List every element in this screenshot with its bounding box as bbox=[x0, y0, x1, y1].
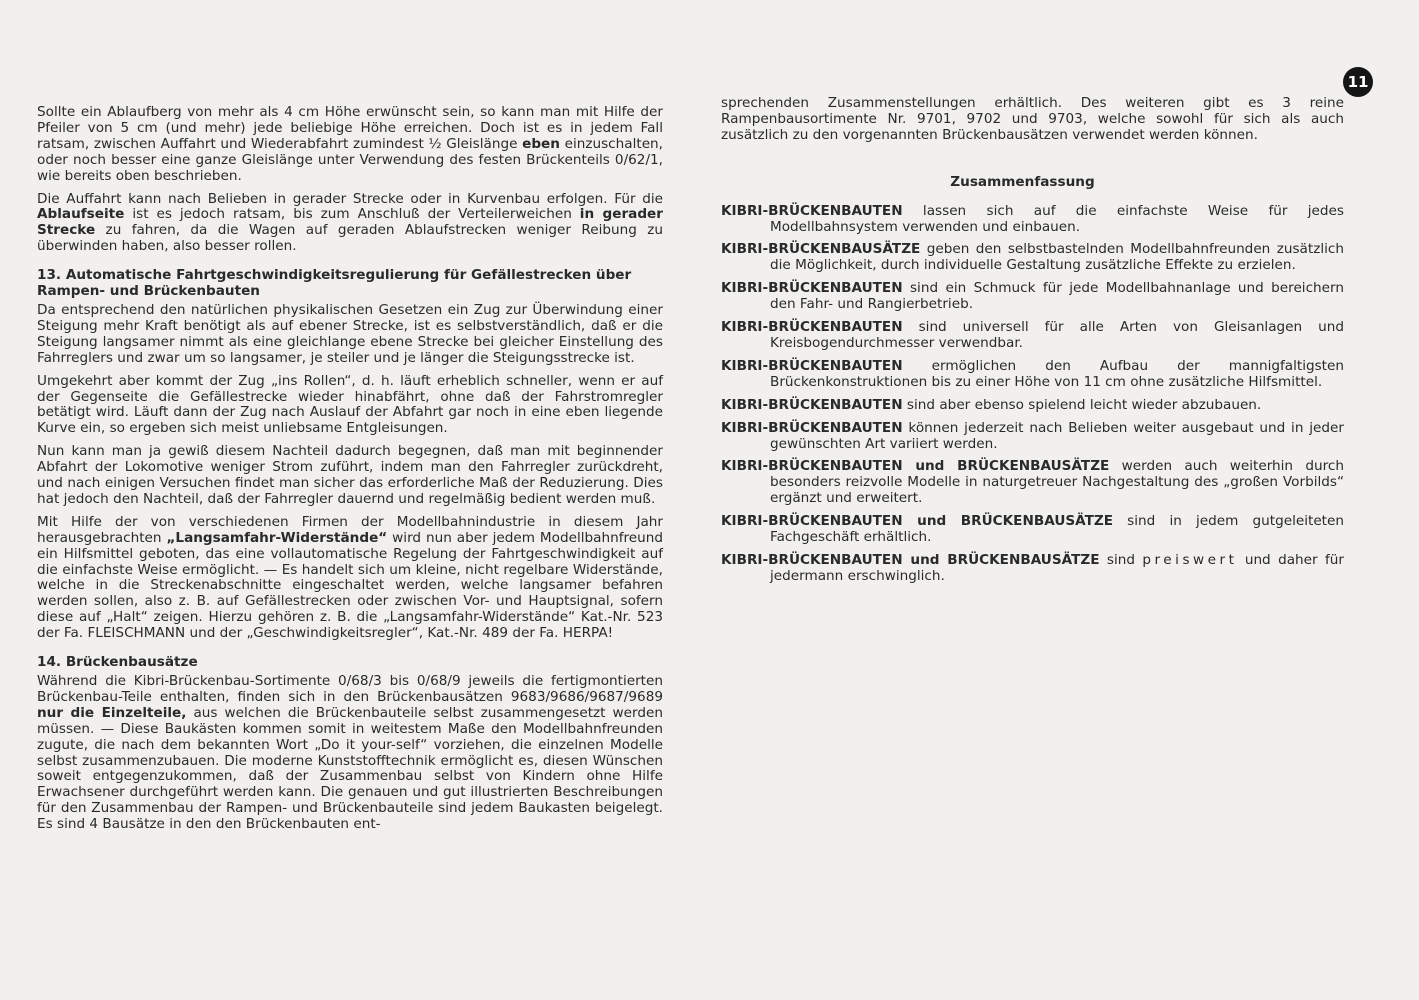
summary-item: KIBRI-BRÜCKENBAUTEN ermöglichen den Aufbau der mannigfaltigsten Brückenkonstruktionen bis zu einer Höhe von 11 cm ohne zusätzliche Hilfsmittel. bbox=[721, 357, 1344, 390]
summary-item: KIBRI-BRÜCKENBAUTEN können jederzeit nach Belieben weiter ausgebaut und in jeder gewünschten Art variiert werden. bbox=[721, 419, 1344, 452]
summary-heading: Zusammenfassung bbox=[950, 173, 1095, 190]
summary-list bbox=[721, 204, 1344, 585]
paragraph-widerstaende: Mit Hilfe der von verschiedenen Firmen der Modellbahnindustrie in diesem Jahr herausgebrachten „Langsamfahr-Widerstände“ wird nun aber jedem Modellbahnfreund ein Hilfsmittel geboten, das eine vollautomatische Regelung der Fahrtgeschwindigkeit auf die einfachste Weise ermöglicht. — Es handelt sich um kleine, nicht regelbare Widerstände, welche in die Streckenabschnitte eingeschaltet werden, welche langsamer befahren werden sollen, also z. B. auf Gefällestrecken oder zwischen Vor- und Hauptsignal, sofern diese auf „Halt“ zeigen. Hierzu gehören z. B. die „Langsamfahr-Widerstände“ Kat.-Nr. 523 der Fa. FLEISCHMANN und der „Geschwindigkeitsregler“, Kat.-Nr. 489 der Fa. HERPA! bbox=[37, 513, 663, 642]
summary-item: KIBRI-BRÜCKENBAUSÄTZE geben den selbstbastelnden Modellbahnfreunden zusätzlich die Möglichkeit, durch individuelle Gestaltung zusätzliche Effekte zu erzielen. bbox=[721, 241, 1344, 274]
paragraph-ablaufberg: Sollte ein Ablaufberg von mehr als 4 cm Höhe erwünscht sein, so kann man mit Hilfe der Pfeiler von 5 cm (und mehr) jede beliebige Höhe erreichen. Doch ist es in jedem Fall ratsam, zwischen Auffahrt und Wiederabfahrt zumindest ½ Gleislänge eben einzuschalten, oder noch besser eine ganze Gleislänge unter Verwendung des festen Brückenteils 0/62/1, wie bereits oben beschrieben. bbox=[37, 104, 663, 184]
section-heading-14: 14. Brückenbausätze bbox=[37, 654, 198, 671]
summary-item: KIBRI-BRÜCKENBAUTEN und BRÜCKENBAUSÄTZE werden auch weiterhin durch besonders reizvolle Modelle in naturgetreuer Nachgestaltung des „großen Vorbilds“ ergänzt und erweitert. bbox=[721, 458, 1344, 507]
summary-item: KIBRI-BRÜCKENBAUTEN und BRÜCKENBAUSÄTZE sind in jedem gutgeleiteten Fachgeschäft erhältlich. bbox=[721, 513, 1344, 546]
paragraph-continuation: sprechenden Zusammenstellungen erhältlich. Des weiteren gibt es 3 reine Rampenbausortimente Nr. 9701, 9702 und 9703, welche sowohl für sich als auch zusätzlich zu den vorgenannten Brückenbausätzen verwendet werden können. bbox=[721, 95, 1344, 143]
summary-item: KIBRI-BRÜCKENBAUTEN sind aber ebenso spielend leicht wieder abzubauen. bbox=[721, 396, 1262, 413]
paragraph-auffahrt: Die Auffahrt kann nach Belieben in gerader Strecke oder in Kurvenbau erfolgen. Für die Ablaufseite ist es jedoch ratsam, bis zum Anschluß der Verteilerweichen in gerader Strecke zu fahren, da die Wagen auf geraden Ablaufstrecken weniger Reibung zu überwinden haben, also besser rollen. bbox=[37, 190, 663, 255]
summary-item: KIBRI-BRÜCKENBAUTEN sind ein Schmuck für jede Modellbahnanlage und bereichern den Fahr- und Rangierbetrieb. bbox=[721, 280, 1344, 313]
paragraph-nachteil: Nun kann man ja gewiß diesem Nachteil dadurch begegnen, daß man mit beginnender Abfahrt der Lokomotive weniger Strom zuführt, indem man den Fahrregler zurückdreht, und nach einigen Versuchen findet man sicher das erforderliche Maß der Reduzierung. Dies hat jedoch den Nachteil, daß der Fahrregler dauernd und regelmäßig bedient werden muß. bbox=[37, 443, 663, 507]
left-column bbox=[37, 105, 663, 840]
summary-item: KIBRI-BRÜCKENBAUTEN lassen sich auf die einfachste Weise für jedes Modellbahnsystem verwenden und einbauen. bbox=[721, 202, 1344, 235]
paragraph-steigung: Da entsprechend den natürlichen physikalischen Gesetzen ein Zug zur Überwindung einer Steigung mehr Kraft benötigt als auf ebener Strecke, ist es selbstverständlich, daß er die Steigung langsamer nimmt als eine gleichlange ebene Strecke bei gleicher Einstellung des Fahrreglers und zwar um so langsamer, je steiler und je länger die Steigungsstrecke ist. bbox=[37, 301, 663, 366]
paragraph-bausaetze: Während die Kibri-Brückenbau-Sortimente 0/68/3 bis 0/68/9 jeweils die fertigmontierten Brückenbau-Teile enthalten, finden sich in den Brückenbausätzen 9683/9686/9687/9689 nur die Einzelteile, aus welchen die Brückenbauteile selbst zusammengesetzt werden müssen. — Diese Baukästen kommen somit in weitestem Maße den Modellbahnfreunden zugute, die nach dem bekannten Wort „Do it your-self“ vorziehen, die einzelnen Modelle selbst zusammenzubauen. Die moderne Kunststofftechnik ermöglicht es, diesen Wünschen soweit entgegenzukommen, daß der Zusammenbau selbst von Kindern ohne Hilfe Erwachsener durchgeführt werden kann. Die genauen und gut illustrierten Beschreibungen für den Zusammenbau der Rampen- und Brückenbauteile sind jedem Baukasten beigelegt. Es sind 4 Bausätze in den den Brückenbauten ent- bbox=[37, 673, 663, 833]
paragraph-rollen: Umgekehrt aber kommt der Zug „ins Rollen“, d. h. läuft erheblich schneller, wenn er auf der Gegenseite die Gefällestrecke wieder hinabfährt, ohne daß der Fahrstromregler betätigt wird. Läuft dann der Zug nach Auslauf der Abfahrt gar noch in eine eben liegende Kurve ein, so ergeben sich meist unliebsame Entgleisungen. bbox=[37, 372, 663, 437]
summary-item: KIBRI-BRÜCKENBAUTEN sind universell für alle Arten von Gleisanlagen und Kreisbogendurchmesser verwendbar. bbox=[721, 319, 1344, 351]
section-heading-13: 13. Automatische Fahrtgeschwindigkeitsregulierung für Gefällestrecken über Rampen- und Brückenbauten bbox=[37, 267, 632, 300]
page-number-badge: 11 bbox=[1343, 67, 1373, 97]
summary-item: KIBRI-BRÜCKENBAUTEN und BRÜCKENBAUSÄTZE sind preiswert und daher für jedermann erschwinglich. bbox=[721, 551, 1344, 584]
right-column bbox=[721, 96, 1344, 592]
